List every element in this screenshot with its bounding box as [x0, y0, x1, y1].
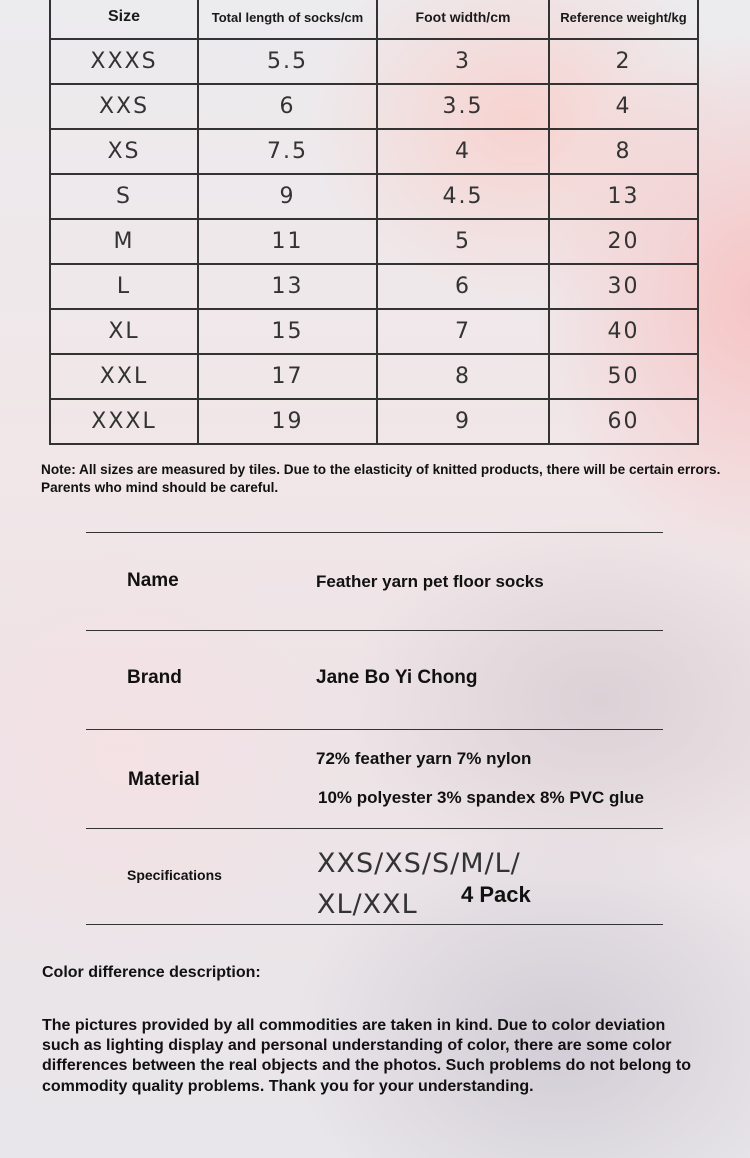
specifications-sizes: XXS/XS/S/M/L/ XL/XXL	[317, 848, 521, 920]
measurement-note: Note: All sizes are measured by tiles. Due to the elasticity of knitted products, there will be certain errors. Parents who mind should be careful.	[41, 462, 721, 495]
total-length-cell: 13	[198, 264, 377, 309]
foot-width-cell: 4.5	[377, 174, 549, 219]
total-length-cell: 9	[198, 174, 377, 219]
reference-weight-cell: 50	[549, 354, 698, 399]
name-label: Name	[127, 570, 179, 591]
size-table-row	[50, 399, 698, 444]
size-table-row	[50, 264, 698, 309]
size-table-header-row	[50, 0, 698, 39]
reference-weight-cell: 30	[549, 264, 698, 309]
foot-width-cell: 9	[377, 399, 549, 444]
size-cell: XXL	[50, 354, 198, 399]
total-length-cell: 15	[198, 309, 377, 354]
reference-weight-cell: 13	[549, 174, 698, 219]
size-cell: XL	[50, 309, 198, 354]
foot-width-cell: 7	[377, 309, 549, 354]
total-length-cell: 7.5	[198, 129, 377, 174]
name-value: Feather yarn pet floor socks	[316, 572, 544, 591]
total-length-cell: 5.5	[198, 39, 377, 84]
info-row-material	[86, 729, 663, 828]
foot-width-cell: 4	[377, 129, 549, 174]
total-length-cell: 6	[198, 84, 377, 129]
header-size: Size	[50, 0, 198, 39]
reference-weight-cell: 2	[549, 39, 698, 84]
total-length-cell: 19	[198, 399, 377, 444]
size-table-row	[50, 84, 698, 129]
material-value-line1: 72% feather yarn 7% nylon	[316, 749, 532, 768]
reference-weight-cell: 60	[549, 399, 698, 444]
size-table-row	[50, 309, 698, 354]
size-cell: S	[50, 174, 198, 219]
size-table-row	[50, 129, 698, 174]
size-cell: M	[50, 219, 198, 264]
size-table-row	[50, 39, 698, 84]
header-total-length: Total length of socks/cm	[198, 0, 377, 39]
foot-width-cell: 3	[377, 39, 549, 84]
size-cell: XS	[50, 129, 198, 174]
total-length-cell: 17	[198, 354, 377, 399]
info-row-brand	[86, 630, 663, 729]
material-label: Material	[128, 769, 200, 790]
size-cell: XXS	[50, 84, 198, 129]
header-foot-width: Foot width/cm	[377, 0, 549, 39]
color-difference-title: Color difference description:	[42, 964, 261, 981]
foot-width-cell: 3.5	[377, 84, 549, 129]
size-cell: XXXS	[50, 39, 198, 84]
size-chart-table	[49, 0, 699, 445]
foot-width-cell: 6	[377, 264, 549, 309]
reference-weight-cell: 40	[549, 309, 698, 354]
foot-width-cell: 5	[377, 219, 549, 264]
foot-width-cell: 8	[377, 354, 549, 399]
material-value-line2: 10% polyester 3% spandex 8% PVC glue	[318, 788, 644, 807]
reference-weight-cell: 20	[549, 219, 698, 264]
size-cell: L	[50, 264, 198, 309]
reference-weight-cell: 8	[549, 129, 698, 174]
brand-label: Brand	[127, 667, 182, 688]
specifications-pack: 4 Pack	[461, 882, 531, 907]
size-table-row	[50, 174, 698, 219]
reference-weight-cell: 4	[549, 84, 698, 129]
size-table-row	[50, 219, 698, 264]
size-cell: XXXL	[50, 399, 198, 444]
size-table-row	[50, 354, 698, 399]
specifications-label: Specifications	[127, 867, 222, 883]
color-difference-body: The pictures provided by all commodities are taken in kind. Due to color deviation such as lighting display and personal understanding of color, there are some color differences between the real objects and the photos. Such problems do not belong to commodity quality problems. Thank you for your understanding.	[42, 1017, 691, 1095]
total-length-cell: 11	[198, 219, 377, 264]
info-row-name	[86, 532, 663, 630]
product-info-table	[86, 532, 663, 925]
info-row-specifications	[86, 828, 663, 925]
brand-value: Jane Bo Yi Chong	[316, 667, 478, 688]
header-reference-weight: Reference weight/kg	[549, 0, 698, 39]
